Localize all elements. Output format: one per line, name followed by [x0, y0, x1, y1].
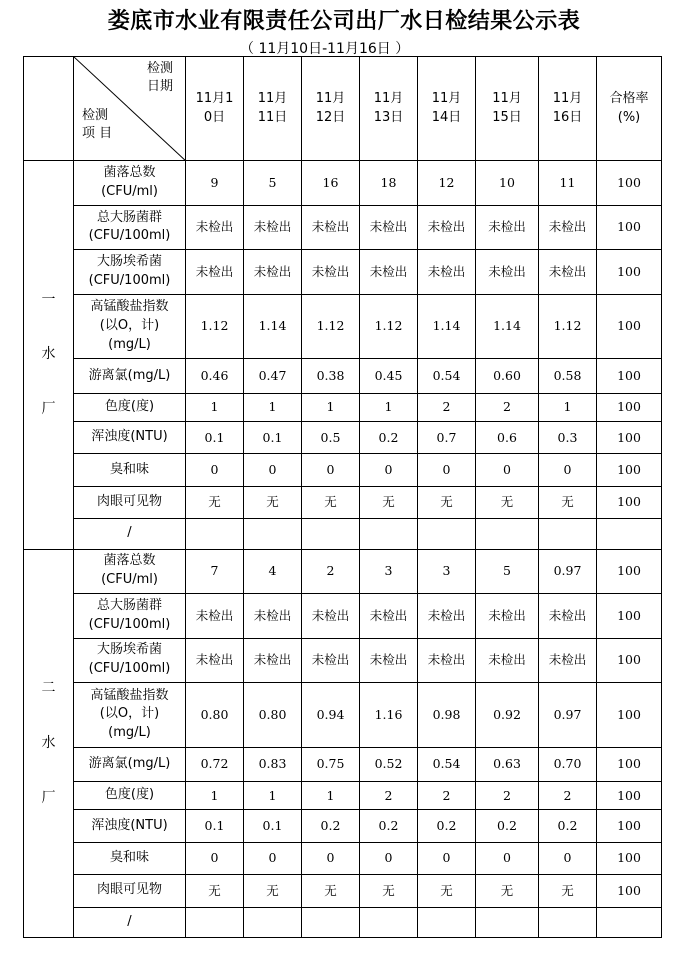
value-cell: 0.2 — [418, 810, 476, 842]
date-range-subtitle: （ 11月10日-11月16日 ） — [240, 41, 410, 57]
value-cell — [302, 519, 360, 549]
value-cell: 0.60 — [476, 359, 539, 393]
value-cell: 0.75 — [302, 747, 360, 781]
value-cell: 4 — [244, 549, 302, 594]
pass-rate-cell: 100 — [597, 294, 662, 359]
value-cell: 未检出 — [418, 594, 476, 639]
value-cell: 0.2 — [360, 422, 418, 454]
pass-rate-cell: 100 — [597, 161, 662, 206]
item-name-cell: 臭和味 — [74, 454, 186, 486]
value-cell: 0.45 — [360, 359, 418, 393]
value-cell — [476, 907, 539, 937]
pass-rate-cell: 100 — [597, 549, 662, 594]
item-name-cell: / — [74, 519, 186, 549]
pass-rate-cell: 100 — [597, 747, 662, 781]
value-cell: 7 — [186, 549, 244, 594]
value-cell: 无 — [539, 875, 597, 907]
value-cell: 未检出 — [476, 638, 539, 683]
value-cell: 0 — [418, 842, 476, 874]
page-title: 娄底市水业有限责任公司出厂水日检结果公示表 — [107, 9, 581, 34]
value-cell: 1.12 — [186, 294, 244, 359]
header-row — [24, 57, 662, 161]
item-name-cell: 菌落总数 (CFU/ml) — [74, 161, 186, 206]
value-cell: 1.14 — [244, 294, 302, 359]
value-cell: 0.54 — [418, 747, 476, 781]
header-date: 11月 16日 — [539, 57, 597, 161]
value-cell: 16 — [302, 161, 360, 206]
value-cell: 0.1 — [186, 422, 244, 454]
results-table — [23, 56, 662, 938]
item-name-cell: 浑浊度(NTU) — [74, 810, 186, 842]
table-row — [24, 454, 662, 486]
table-row — [24, 250, 662, 295]
value-cell — [186, 907, 244, 937]
value-cell: 2 — [418, 393, 476, 421]
value-cell: 0.92 — [476, 683, 539, 748]
item-name-cell: 高锰酸盐指数 (以O，计) (mg/L) — [74, 294, 186, 359]
value-cell: 0 — [302, 842, 360, 874]
value-cell: 未检出 — [244, 205, 302, 250]
value-cell: 0 — [360, 842, 418, 874]
value-cell — [360, 907, 418, 937]
value-cell: 0 — [539, 842, 597, 874]
value-cell: 0.46 — [186, 359, 244, 393]
value-cell: 10 — [476, 161, 539, 206]
table-row — [24, 594, 662, 639]
value-cell: 5 — [244, 161, 302, 206]
value-cell: 1 — [539, 393, 597, 421]
item-name-cell: 大肠埃希菌 (CFU/100ml) — [74, 250, 186, 295]
value-cell: 0.47 — [244, 359, 302, 393]
value-cell: 12 — [418, 161, 476, 206]
table-row — [24, 393, 662, 421]
value-cell: 0.2 — [302, 810, 360, 842]
value-cell: 无 — [360, 486, 418, 518]
pass-rate-cell: 100 — [597, 683, 662, 748]
item-name-cell: 大肠埃希菌 (CFU/100ml) — [74, 638, 186, 683]
value-cell: 0.83 — [244, 747, 302, 781]
value-cell: 0.80 — [244, 683, 302, 748]
value-cell: 1 — [186, 782, 244, 810]
table-row — [24, 683, 662, 748]
value-cell — [186, 519, 244, 549]
value-cell — [244, 519, 302, 549]
item-name-cell: 游离氯(mg/L) — [74, 747, 186, 781]
value-cell: 0.97 — [539, 549, 597, 594]
value-cell: 18 — [360, 161, 418, 206]
value-cell: 0 — [244, 842, 302, 874]
value-cell: 无 — [418, 875, 476, 907]
value-cell: 0 — [539, 454, 597, 486]
pass-rate-cell: 100 — [597, 638, 662, 683]
value-cell: 无 — [539, 486, 597, 518]
pass-rate-cell: 100 — [597, 205, 662, 250]
value-cell: 未检出 — [476, 205, 539, 250]
value-cell: 无 — [186, 486, 244, 518]
plant-name-cell: 二 水 厂 — [24, 549, 74, 937]
item-name-cell: 肉眼可见物 — [74, 875, 186, 907]
item-name-cell: 色度(度) — [74, 393, 186, 421]
value-cell: 未检出 — [539, 638, 597, 683]
table-row — [24, 161, 662, 206]
value-cell: 1 — [186, 393, 244, 421]
value-cell: 未检出 — [539, 250, 597, 295]
value-cell: 未检出 — [186, 638, 244, 683]
value-cell: 无 — [360, 875, 418, 907]
value-cell: 2 — [476, 782, 539, 810]
value-cell: 1.14 — [476, 294, 539, 359]
value-cell: 0.38 — [302, 359, 360, 393]
pass-rate-cell: 100 — [597, 782, 662, 810]
header-date: 11月1 0日 — [186, 57, 244, 161]
value-cell: 1.12 — [539, 294, 597, 359]
value-cell: 0.2 — [476, 810, 539, 842]
value-cell: 0.80 — [186, 683, 244, 748]
value-cell: 未检出 — [476, 594, 539, 639]
pass-rate-cell: 100 — [597, 422, 662, 454]
value-cell: 无 — [186, 875, 244, 907]
value-cell: 0.2 — [360, 810, 418, 842]
value-cell: 0.54 — [418, 359, 476, 393]
value-cell — [244, 907, 302, 937]
item-name-cell: 菌落总数 (CFU/ml) — [74, 549, 186, 594]
value-cell: 5 — [476, 549, 539, 594]
pass-rate-cell: 100 — [597, 486, 662, 518]
value-cell: 未检出 — [539, 205, 597, 250]
value-cell: 0 — [186, 454, 244, 486]
item-name-cell: 游离氯(mg/L) — [74, 359, 186, 393]
item-name-cell: 高锰酸盐指数 (以O，计) (mg/L) — [74, 683, 186, 748]
table-row — [24, 549, 662, 594]
value-cell: 未检出 — [539, 594, 597, 639]
plant-name-cell: 一 水 厂 — [24, 161, 74, 549]
value-cell: 1 — [244, 782, 302, 810]
item-name-cell: / — [74, 907, 186, 937]
value-cell — [539, 907, 597, 937]
value-cell — [539, 519, 597, 549]
value-cell: 0.97 — [539, 683, 597, 748]
value-cell — [418, 519, 476, 549]
value-cell: 1 — [302, 393, 360, 421]
item-name-cell: 色度(度) — [74, 782, 186, 810]
pass-rate-cell: 100 — [597, 454, 662, 486]
table-row — [24, 519, 662, 549]
value-cell: 2 — [539, 782, 597, 810]
value-cell: 未检出 — [302, 594, 360, 639]
value-cell: 0.1 — [244, 422, 302, 454]
value-cell: 0 — [476, 842, 539, 874]
value-cell: 1 — [360, 393, 418, 421]
value-cell: 未检出 — [302, 250, 360, 295]
pass-rate-cell: 100 — [597, 250, 662, 295]
header-plant-cell — [24, 57, 74, 161]
table-row — [24, 907, 662, 937]
value-cell: 2 — [360, 782, 418, 810]
value-cell: 11 — [539, 161, 597, 206]
value-cell: 无 — [418, 486, 476, 518]
value-cell: 1.16 — [360, 683, 418, 748]
value-cell: 0 — [418, 454, 476, 486]
item-name-cell: 浑浊度(NTU) — [74, 422, 186, 454]
header-rate: 合格率 (%) — [597, 57, 662, 161]
value-cell: 1 — [244, 393, 302, 421]
table-row — [24, 638, 662, 683]
value-cell: 未检出 — [186, 594, 244, 639]
table-row — [24, 205, 662, 250]
value-cell: 0.2 — [539, 810, 597, 842]
table-row — [24, 294, 662, 359]
value-cell — [476, 519, 539, 549]
value-cell: 无 — [302, 875, 360, 907]
header-date: 11月 15日 — [476, 57, 539, 161]
pass-rate-cell — [597, 519, 662, 549]
value-cell: 0.63 — [476, 747, 539, 781]
value-cell — [360, 519, 418, 549]
pass-rate-cell: 100 — [597, 594, 662, 639]
value-cell: 未检出 — [244, 638, 302, 683]
value-cell: 未检出 — [360, 205, 418, 250]
value-cell: 0 — [186, 842, 244, 874]
value-cell: 无 — [244, 486, 302, 518]
item-name-cell: 臭和味 — [74, 842, 186, 874]
value-cell: 无 — [244, 875, 302, 907]
header-item-label: 检测 项 目 — [82, 108, 113, 141]
value-cell: 1 — [302, 782, 360, 810]
table-row — [24, 486, 662, 518]
value-cell: 未检出 — [418, 250, 476, 295]
value-cell: 0.94 — [302, 683, 360, 748]
value-cell: 3 — [418, 549, 476, 594]
value-cell: 3 — [360, 549, 418, 594]
value-cell: 未检出 — [244, 250, 302, 295]
value-cell: 未检出 — [302, 638, 360, 683]
item-name-cell: 总大肠菌群 (CFU/100ml) — [74, 205, 186, 250]
value-cell: 未检出 — [476, 250, 539, 295]
table-row — [24, 842, 662, 874]
value-cell: 2 — [302, 549, 360, 594]
value-cell: 未检出 — [186, 250, 244, 295]
header-date: 11月 12日 — [302, 57, 360, 161]
header-date: 11月 13日 — [360, 57, 418, 161]
value-cell: 0.7 — [418, 422, 476, 454]
value-cell: 1.12 — [360, 294, 418, 359]
header-date-label: 检测 日期 — [146, 61, 173, 94]
value-cell: 未检出 — [418, 638, 476, 683]
value-cell: 0 — [360, 454, 418, 486]
pass-rate-cell: 100 — [597, 393, 662, 421]
pass-rate-cell — [597, 907, 662, 937]
value-cell: 0.3 — [539, 422, 597, 454]
value-cell: 0.52 — [360, 747, 418, 781]
value-cell: 0.1 — [186, 810, 244, 842]
item-name-cell: 总大肠菌群 (CFU/100ml) — [74, 594, 186, 639]
value-cell: 0 — [244, 454, 302, 486]
table-row — [24, 747, 662, 781]
value-cell: 未检出 — [360, 638, 418, 683]
value-cell: 未检出 — [302, 205, 360, 250]
value-cell: 0 — [302, 454, 360, 486]
value-cell: 1.12 — [302, 294, 360, 359]
table-row — [24, 810, 662, 842]
value-cell: 未检出 — [418, 205, 476, 250]
table-row — [24, 782, 662, 810]
value-cell — [302, 907, 360, 937]
pass-rate-cell: 100 — [597, 359, 662, 393]
header-date: 11月 11日 — [244, 57, 302, 161]
value-cell: 无 — [302, 486, 360, 518]
header-corner-cell — [74, 57, 186, 161]
value-cell: 未检出 — [186, 205, 244, 250]
value-cell: 0 — [476, 454, 539, 486]
value-cell: 2 — [418, 782, 476, 810]
pass-rate-cell: 100 — [597, 810, 662, 842]
value-cell: 无 — [476, 875, 539, 907]
pass-rate-cell: 100 — [597, 842, 662, 874]
value-cell — [418, 907, 476, 937]
item-name-cell: 肉眼可见物 — [74, 486, 186, 518]
value-cell: 0.1 — [244, 810, 302, 842]
value-cell: 0.58 — [539, 359, 597, 393]
table-row — [24, 875, 662, 907]
value-cell: 1.14 — [418, 294, 476, 359]
header-date: 11月 14日 — [418, 57, 476, 161]
value-cell: 0.5 — [302, 422, 360, 454]
table-row — [24, 359, 662, 393]
value-cell: 0.6 — [476, 422, 539, 454]
value-cell: 9 — [186, 161, 244, 206]
value-cell: 0.70 — [539, 747, 597, 781]
value-cell: 未检出 — [360, 594, 418, 639]
value-cell: 未检出 — [244, 594, 302, 639]
table-row — [24, 422, 662, 454]
value-cell: 0.72 — [186, 747, 244, 781]
value-cell: 无 — [476, 486, 539, 518]
value-cell: 未检出 — [360, 250, 418, 295]
value-cell: 0.98 — [418, 683, 476, 748]
pass-rate-cell: 100 — [597, 875, 662, 907]
value-cell: 2 — [476, 393, 539, 421]
